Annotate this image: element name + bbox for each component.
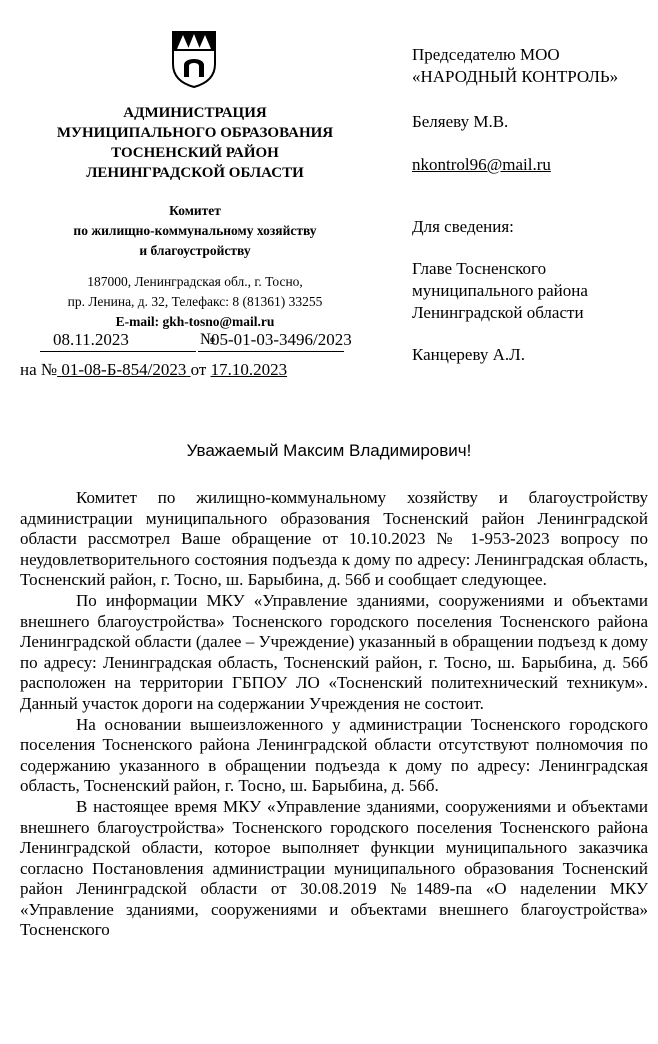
committee-line: и благоустройству [139,243,251,258]
org-line: ТОСНЕНСКИЙ РАЙОН [111,145,279,161]
postal-address [40,272,350,332]
committee-line: по жилищно-коммунальному хозяйству [73,223,317,238]
date-underline [40,351,196,352]
org-line: МУНИЦИПАЛЬНОГО ОБРАЗОВАНИЯ [56,125,334,141]
cc-label: Для сведения: [412,217,514,236]
salutation: Уважаемый Максим Владимирович! [186,441,472,460]
address-line: пр. Ленина, д. 32, Телефакс: 8 (81361) 33255 [67,294,323,309]
tosno-coat-of-arms-icon [171,30,217,88]
cc-name: Канцереву А.Л. [412,345,525,364]
org-line: ЛЕНИНГРАДСКОЙ ОБЛАСТИ [86,165,304,181]
body-paragraph: В настоящее время МКУ «Управление зданиями, сооружениями и объектами внешнего благоустройства» Тосненского городского поселения Тосненского района Ленинградской области, которое выполняет функции муниципального заказчика согласно Постановления администрации муниципального образования Тосненский район Ленинградской области от 30.08.2019 №1489-па «О наделении МКУ «Управление зданиями, сооружениями и объектами внешнего благоустройства» Тосненского [20,796,648,940]
number-sign: № [200,331,216,348]
body-paragraph: Комитет по жилищно-коммунальному хозяйству и благоустройству администрации муниципального образования Тосненский район Ленинградской области рассмотрел Ваше обращение от 10.10.2023 № 1-953-2023 вопросу по неудовлетворительного состояния подъезда к дому по адресу: Ленинградская область, Тосненский район, г. Тосно, ш. Барыбина, д. 56б и сообщает следующее. [20,488,648,590]
committee-name [40,201,350,261]
addressee-name: Беляеву М.В. [412,112,509,131]
committee-line: Комитет [169,203,221,218]
cc-line: муниципального района [412,281,588,300]
org-line: АДМИНИСТРАЦИЯ [123,105,267,121]
reply-number: 01-08-Б-854/2023 [61,360,187,379]
reply-date: 17.10.2023 [210,360,288,379]
reply-prefix: на № [20,360,58,379]
document-date: 08.11.2023 [53,330,129,349]
document-number: 05-01-03-3496/2023 [211,330,352,349]
cc-line: Главе Тосненского [412,259,547,278]
letter-body [20,488,648,941]
address-line: 187000, Ленинградская обл., г. Тосно, [87,274,303,289]
body-paragraph: На основании вышеизложенного у администрации Тосненского городского поселения Тосненского района Ленинградской области отсутствуют полномочия по содержанию указанного в обращении подъезда к дому по адресу: Ленинградская область, Тосненский район, г. Тосно, ш. Барыбина, д. 56б. [20,714,648,796]
body-paragraph: По информации МКУ «Управление зданиями, сооружениями и объектами внешнего благоустройства» Тосненского городского поселения Тосненского района Ленинградской области (далее – Учреждение) указанный в обращении подъезд к дому по адресу: Ленинградская область, Тосненский район, г. Тосно, ш. Барыбина, д. 56б расположен на территории ГБПОУ ЛО «Тосненский политехнический техникум». Данный участок дороги на содержании Учреждения не состоит. [20,590,648,713]
addressee-email: nkontrol96@mail.ru [412,155,551,174]
cc-line: Ленинградской области [412,303,584,322]
addressee-title: Председателю МОО [412,45,560,64]
number-underline [198,351,344,352]
organization-name [40,103,350,183]
addressee-block [412,44,652,366]
reply-reference [20,360,287,380]
committee-email: E-mail: gkh-tosno@mail.ru [115,314,275,329]
addressee-organization: «НАРОДНЫЙ КОНТРОЛЬ» [412,67,619,86]
reply-from: от [190,360,207,379]
